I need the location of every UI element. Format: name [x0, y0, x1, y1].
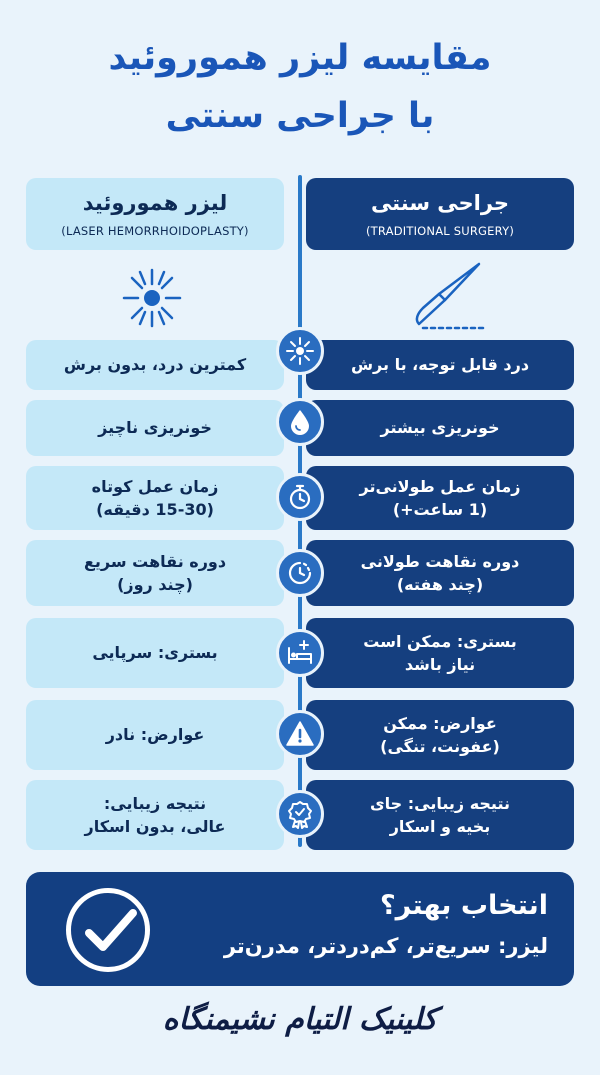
surgery-complications-text: عوارض: ممکن [383, 713, 497, 733]
pain-burst-icon [285, 336, 315, 366]
bleeding-node [276, 398, 324, 446]
checkmark-icon [77, 901, 143, 961]
laser-header-subtitle: (LASER HEMORRHOIDOPLASTY) [61, 223, 249, 238]
laser-hospitalization-card [26, 618, 284, 688]
blood-drop-icon [285, 407, 315, 437]
clinic-logo-text: کلینیک التیام نشیمنگاه [162, 1002, 438, 1037]
conclusion-text: لیزر: سریع‌تر، کم‌دردتر، مدرن‌تر [223, 934, 548, 958]
surgery-pain-text: درد قابل توجه، با برش [350, 355, 530, 375]
laser-bleeding-text: خونریزی ناچیز [98, 418, 212, 438]
laser-complications-text: عوارض: نادر [105, 725, 205, 745]
surgery-cosmetic-text: نتیجه زیبایی: جای [370, 793, 510, 813]
surgery-hospitalization-text: بستری: ممکن است [363, 631, 517, 651]
surgery-duration-text: زمان عمل طولانی‌تر [359, 476, 521, 496]
laser-pain-card [26, 340, 284, 390]
surgery-bleeding-card [306, 400, 574, 456]
surgery-column-header [306, 178, 574, 250]
checkmark-circle [66, 888, 150, 972]
hospitalization-node [276, 629, 324, 677]
laser-cosmetic-detail: عالی، بدون اسکار [84, 817, 226, 836]
surgery-pain-card [306, 340, 574, 390]
recovery-clock-icon [285, 558, 315, 588]
laser-pain-text: کمترین درد، بدون برش [63, 355, 247, 375]
surgery-duration-card [306, 466, 574, 530]
hospital-bed-icon [285, 638, 315, 668]
surgery-complications-card [306, 700, 574, 770]
laser-duration-text: زمان عمل کوتاه [91, 476, 219, 496]
cosmetic-node [276, 790, 324, 838]
surgery-duration-detail: (1 ساعت+) [392, 500, 488, 519]
laser-column-header [26, 178, 284, 250]
scalpel-icon [405, 258, 489, 334]
conclusion-title: انتخاب بهتر؟ [380, 890, 548, 921]
surgery-recovery-card [306, 540, 574, 606]
surgery-recovery-detail: (چند هفته) [396, 575, 484, 594]
surgery-cosmetic-detail: بخیه و اسکار [389, 817, 491, 836]
surgery-bleeding-text: خونریزی بیشتر [380, 418, 500, 438]
laser-cosmetic-text: نتیجه زیبایی: [103, 793, 207, 813]
conclusion-box [26, 872, 574, 986]
surgery-header-subtitle: (TRADITIONAL SURGERY) [366, 223, 515, 238]
page-title-line2: با جراحی سنتی [165, 96, 435, 136]
recovery-node [276, 549, 324, 597]
laser-cosmetic-card [26, 780, 284, 850]
laser-header-title: لیزر هموروئید [82, 191, 228, 216]
pain-node [276, 327, 324, 375]
laser-complications-card [26, 700, 284, 770]
stopwatch-icon [285, 482, 315, 512]
duration-node [276, 473, 324, 521]
surgery-header-title: جراحی سنتی [370, 191, 510, 216]
warning-icon [285, 719, 315, 749]
page-title-line1: مقایسه لیزر هموروئید [108, 38, 492, 78]
surgery-hospitalization-detail: نیاز باشد [404, 655, 476, 674]
laser-recovery-text: دوره نقاهت سریع [83, 551, 227, 571]
laser-duration-card [26, 466, 284, 530]
surgery-hospitalization-card [306, 618, 574, 688]
laser-hospitalization-text: بستری: سرپایی [92, 643, 218, 663]
surgery-cosmetic-card [306, 780, 574, 850]
complications-node [276, 710, 324, 758]
laser-recovery-detail: (چند روز) [117, 575, 193, 594]
laser-bleeding-card [26, 400, 284, 456]
laser-duration-detail: (15-30 دقیقه) [96, 500, 214, 519]
laser-recovery-card [26, 540, 284, 606]
quality-badge-icon [285, 799, 315, 829]
surgery-complications-detail: (عفونت، تنگی) [380, 737, 500, 756]
surgery-recovery-text: دوره نقاهت طولانی [360, 551, 520, 571]
laser-burst-icon [112, 262, 192, 334]
